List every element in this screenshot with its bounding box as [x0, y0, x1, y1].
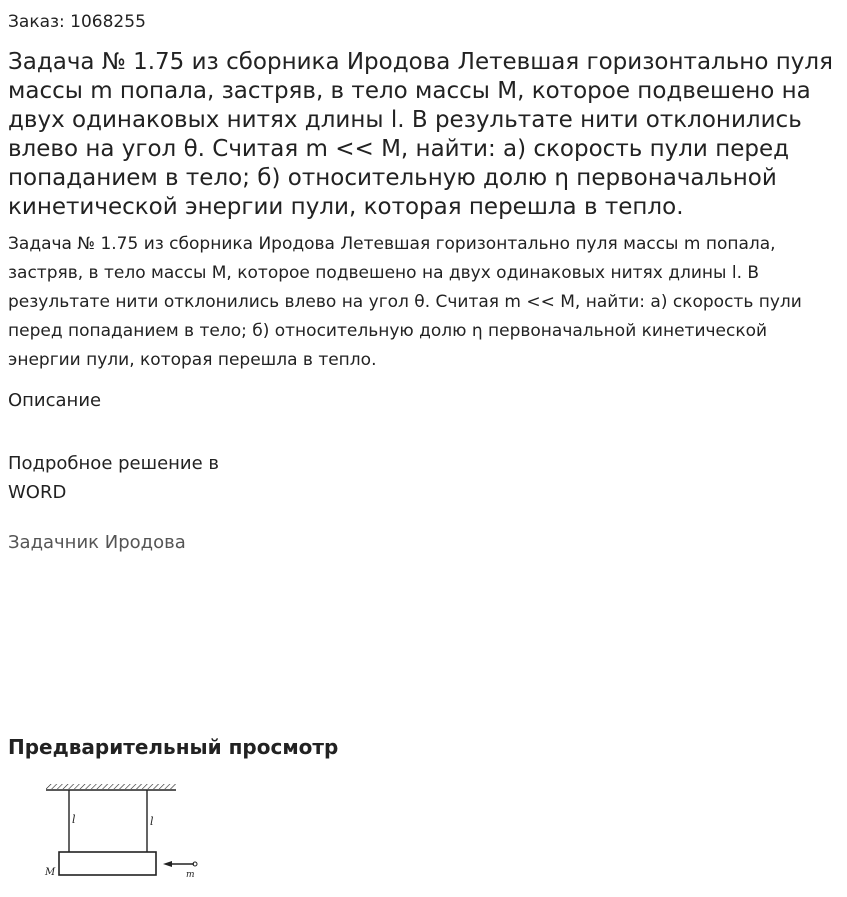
problem-text: Задача № 1.75 из сборника Иродова Летевшая горизонтально пуля массы m попала, застряв, в тело массы М, которое подвешено на двух одинаковых нитях длины l. В результате нити отклонились влево на угол θ. Считая m << М, найти: а) скорость пули перед попаданием в тело; б) относительную долю η первоначальной кинетической энергии пули, которая перешла в тепло. [8, 234, 802, 370]
body-block [59, 852, 156, 875]
bullet-label: m [186, 870, 195, 880]
irodov-collection-link[interactable]: Задачник Иродова [8, 532, 186, 553]
order-number: Заказ: 1068255 [8, 12, 146, 32]
left-thread-label: l [72, 813, 76, 826]
preview-heading: Предварительный просмотр [8, 735, 339, 759]
problem-title: Задача № 1.75 из сборника Иродова Летевшая горизонтально пуля массы m попала, застряв, в тело массы М, которое подвешено на двух одинаковых нитях длины l. В результате нити отклонились влево на угол θ. Считая m << М, найти: а) скорость пули перед попаданием в тело; б) относительную долю η первоначальной кинетической энергии пули, которая перешла в тепло. [8, 49, 833, 220]
right-thread-label: l [150, 815, 154, 828]
pendulum-diagram [36, 776, 216, 886]
ceiling-hatch [46, 784, 176, 789]
bullet-arrowhead [163, 861, 172, 867]
solution-format: Подробное решение в WORD [8, 453, 220, 503]
preview-figure [36, 776, 216, 886]
description-label: Описание [8, 390, 102, 411]
mass-label: M [45, 867, 56, 878]
